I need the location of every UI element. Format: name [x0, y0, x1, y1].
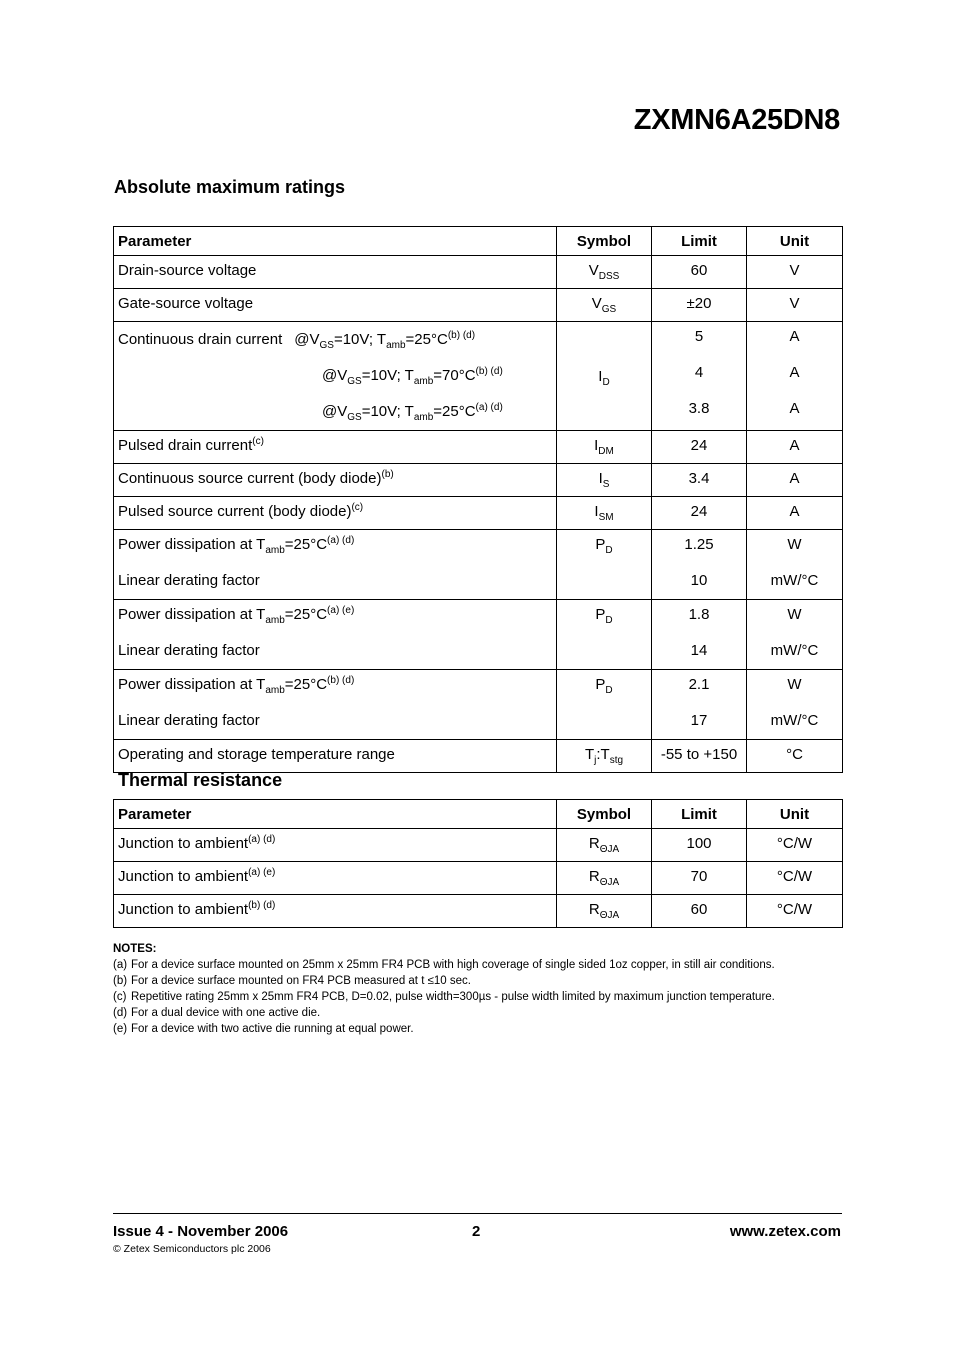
section-title-thermal: Thermal resistance [118, 770, 283, 790]
unit-cell: W mW/°C [747, 600, 843, 670]
unit-cell: A A A [747, 322, 843, 431]
limit-cell: 60 [652, 895, 747, 928]
param-cell: Continuous drain current $@V_{GS}=10V$; $T_{amb}=25^\circ C^{(b) (d)}$ $@V_{GS}=10V$; $T_{amb}=70^\circ C^{(b) (d)}$ $@V_{GS}=10V$; $T_{amb}=25^\circ C^{(a) (d)}$ [114, 322, 557, 431]
limit-cell: 2.1 17 [652, 670, 747, 740]
param-cell: Pulsed source current (body diode)$^{(c)}$ [114, 497, 557, 530]
symbol-cell: $I_D$ [557, 322, 652, 431]
col-header-parameter: Parameter [114, 800, 557, 829]
col-header-unit: Unit [747, 227, 843, 256]
unit-cell: °C [747, 740, 843, 773]
unit-cell: W mW/°C [747, 530, 843, 600]
symbol-cell: $R_{\Theta JA}$ [557, 862, 652, 895]
col-header-symbol: Symbol [557, 800, 652, 829]
table-row [114, 740, 843, 773]
thermal-resistance-table [113, 799, 843, 928]
footer-divider [113, 1213, 842, 1214]
table-row [114, 829, 843, 862]
limit-cell: -55 to +150 [652, 740, 747, 773]
table-row [114, 530, 843, 600]
unit-cell: A [747, 497, 843, 530]
unit-cell: V [747, 289, 843, 322]
note-item: (b) For a device surface mounted on FR4 PCB measured at t ≤10 sec. [113, 975, 471, 987]
col-header-parameter: Parameter [114, 227, 557, 256]
footer-website: www.zetex.com [729, 1223, 841, 1240]
note-item: (c) Repetitive rating 25mm x 25mm FR4 PCB, D=0.02, pulse width=300µs - pulse width limited by maximum junction temperature. [113, 991, 775, 1003]
limit-cell: 3.4 [652, 464, 747, 497]
unit-cell: °C/W [747, 829, 843, 862]
notes-section [113, 941, 842, 1037]
col-header-limit: Limit [652, 800, 747, 829]
limit-cell: 1.8 14 [652, 600, 747, 670]
symbol-cell: $V_{GS}$ [557, 289, 652, 322]
param-cell: Junction to ambient$^{(a) (e)}$ [114, 862, 557, 895]
unit-cell: °C/W [747, 862, 843, 895]
param-cell: Power dissipation at $T_{amb}=25^\circ C^{(b) (d)}$ Linear derating factor [114, 670, 557, 740]
table-row [114, 600, 843, 670]
symbol-cell: $T_j:T_{stg}$ [557, 740, 652, 773]
symbol-cell: $R_{\Theta JA}$ [557, 829, 652, 862]
table-row [114, 670, 843, 740]
unit-cell: W mW/°C [747, 670, 843, 740]
table-row [114, 862, 843, 895]
symbol-cell: $R_{\Theta JA}$ [557, 895, 652, 928]
footer-copyright: © Zetex Semiconductors plc 2006 [113, 1243, 271, 1255]
param-cell: Power dissipation at $T_{amb}=25^\circ C^{(a) (e)}$ Linear derating factor [114, 600, 557, 670]
note-item: (e) For a device with two active die running at equal power. [113, 1023, 414, 1035]
table-row [114, 895, 843, 928]
table-row [114, 289, 843, 322]
limit-cell: 5 4 3.8 [652, 322, 747, 431]
footer-page-number: 2 [472, 1223, 481, 1240]
table-row [114, 431, 843, 464]
param-cell: Continuous source current (body diode)$^{(b)}$ [114, 464, 557, 497]
notes-title: NOTES: [113, 943, 157, 955]
param-cell: Pulsed drain current$^{(c)}$ [114, 431, 557, 464]
table-row [114, 464, 843, 497]
table-header-row [114, 800, 843, 829]
limit-cell: 100 [652, 829, 747, 862]
unit-cell: A [747, 464, 843, 497]
symbol-cell: $I_{SM}$ [557, 497, 652, 530]
limit-cell: ±20 [652, 289, 747, 322]
param-cell: Junction to ambient$^{(b) (d)}$ [114, 895, 557, 928]
col-header-symbol: Symbol [557, 227, 652, 256]
unit-cell: A [747, 431, 843, 464]
absolute-max-ratings-table [113, 226, 843, 773]
section-title-absolute-max: Absolute maximum ratings [114, 177, 346, 197]
symbol-cell: $I_S$ [557, 464, 652, 497]
note-item: (a) For a device surface mounted on 25mm x 25mm FR4 PCB with high coverage of single sided 1oz copper, in still air conditions. [113, 959, 775, 971]
unit-cell: °C/W [747, 895, 843, 928]
footer-issue: Issue 4 - November 2006 [113, 1223, 289, 1240]
limit-cell: 24 [652, 497, 747, 530]
param-cell: Junction to ambient$^{(a) (d)}$ [114, 829, 557, 862]
limit-cell: 1.25 10 [652, 530, 747, 600]
table-row [114, 497, 843, 530]
limit-cell: 60 [652, 256, 747, 289]
table-row [114, 256, 843, 289]
param-cell: Gate-source voltage [114, 289, 557, 322]
symbol-cell: $P_D$ [557, 670, 652, 740]
document-title: ZXMN6A25DN8 [633, 104, 840, 136]
table-header-row [114, 227, 843, 256]
unit-cell: V [747, 256, 843, 289]
symbol-cell: $V_{DSS}$ [557, 256, 652, 289]
symbol-cell: $P_D$ [557, 530, 652, 600]
col-header-limit: Limit [652, 227, 747, 256]
note-item: (d) For a dual device with one active die. [113, 1007, 321, 1019]
param-cell: Drain-source voltage [114, 256, 557, 289]
param-cell: Operating and storage temperature range [114, 740, 557, 773]
symbol-cell: $P_D$ [557, 600, 652, 670]
table-row [114, 322, 843, 431]
col-header-unit: Unit [747, 800, 843, 829]
limit-cell: 70 [652, 862, 747, 895]
symbol-cell: $I_{DM}$ [557, 431, 652, 464]
param-cell: Power dissipation at $T_{amb}=25^\circ C^{(a) (d)}$ Linear derating factor [114, 530, 557, 600]
limit-cell: 24 [652, 431, 747, 464]
